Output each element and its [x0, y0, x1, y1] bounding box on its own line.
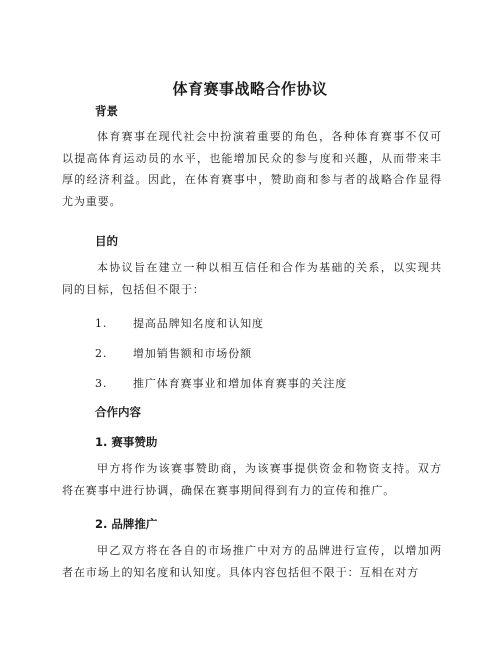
section-heading-background: 背景 — [95, 104, 118, 118]
goal-paragraph: 本协议旨在建立一种以相互信任和合作为基础的关系，以实现共同的目标，包括但不限于： — [62, 261, 442, 296]
sponsorship-paragraph: 甲方将作为该赛事赞助商，为该赛事提供资金和物资支持。双方将在赛事中进行协调，确保在赛事期间得到有力的宣传和推广。 — [62, 462, 442, 497]
list-item-text: 提高品牌知名度和认知度 — [133, 317, 264, 330]
list-item-text: 推广体育赛事业和增加体育赛事的关注度 — [133, 377, 348, 390]
background-paragraph: 体育赛事在现代社会中扮演着重要的角色，各种体育赛事不仅可以提高体育运动员的水平，也能增加民众的参与度和兴趣，从而带来丰厚的经济利益。因此，在体育赛事中，赞助商和参与者的战略合作显得尤为重要。 — [62, 130, 442, 208]
list-item — [95, 375, 347, 391]
brand-promotion-paragraph: 甲乙双方将在各自的市场推广中对方的品牌进行宣传，以增加两者在市场上的知名度和认知度。具体内容包括但不限于：互相在对方 — [62, 544, 442, 579]
list-item-number: 1. — [95, 317, 108, 330]
document-title: 体育赛事战略合作协议 — [172, 80, 328, 98]
list-item-number: 3. — [95, 377, 108, 390]
list-item — [95, 345, 252, 361]
list-item-number: 2. — [95, 347, 108, 360]
section-heading-cooperation: 合作内容 — [95, 405, 141, 419]
list-item — [95, 315, 264, 331]
subsection-heading-brand-promotion: 2. 品牌推广 — [95, 517, 158, 531]
section-heading-goal: 目的 — [95, 234, 118, 248]
list-item-text: 增加销售额和市场份额 — [133, 347, 252, 360]
subsection-heading-sponsorship: 1. 赛事赞助 — [95, 435, 158, 449]
